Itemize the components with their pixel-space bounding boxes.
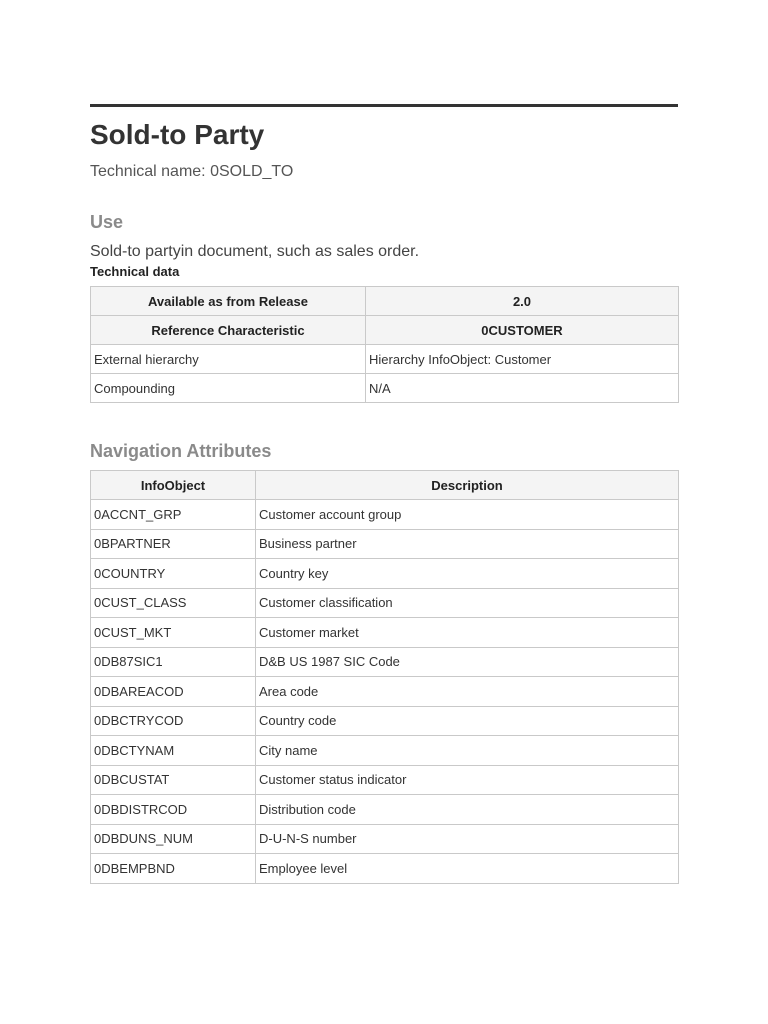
technical-name-value: 0SOLD_TO — [210, 163, 294, 180]
table-row — [91, 795, 679, 825]
technical-data-table — [90, 286, 679, 403]
description-cell: Customer status indicator — [256, 765, 679, 795]
infoobject-cell: 0COUNTRY — [91, 559, 256, 589]
table-row — [91, 345, 679, 374]
infoobject-cell: 0DBCUSTAT — [91, 765, 256, 795]
infoobject-cell: 0ACCNT_GRP — [91, 500, 256, 530]
description-cell: Customer account group — [256, 500, 679, 530]
technical-data-key: Compounding — [91, 374, 366, 403]
technical-data-key: External hierarchy — [91, 345, 366, 374]
description-cell: Business partner — [256, 529, 679, 559]
table-row — [91, 287, 679, 316]
infoobject-cell: 0DBCTRYCOD — [91, 706, 256, 736]
table-row — [91, 765, 679, 795]
infoobject-cell: 0DBDISTRCOD — [91, 795, 256, 825]
infoobject-cell: 0DB87SIC1 — [91, 647, 256, 677]
technical-data-key: Available as from Release — [91, 287, 366, 316]
table-row — [91, 824, 679, 854]
technical-data-value: 2.0 — [366, 287, 679, 316]
navigation-attributes-table — [90, 470, 679, 884]
table-row — [91, 500, 679, 530]
infoobject-cell: 0BPARTNER — [91, 529, 256, 559]
infoobject-cell: 0DBEMPBND — [91, 854, 256, 884]
table-row — [91, 588, 679, 618]
description-cell: City name — [256, 736, 679, 766]
description-cell: Customer classification — [256, 588, 679, 618]
technical-data-value: N/A — [366, 374, 679, 403]
technical-data-value: 0CUSTOMER — [366, 316, 679, 345]
description-cell: Country key — [256, 559, 679, 589]
technical-data-key: Reference Characteristic — [91, 316, 366, 345]
technical-name-line — [90, 162, 678, 182]
description-cell: Country code — [256, 706, 679, 736]
infoobject-cell: 0DBDUNS_NUM — [91, 824, 256, 854]
description-cell: Employee level — [256, 854, 679, 884]
description-cell: Customer market — [256, 618, 679, 648]
description-cell: D-U-N-S number — [256, 824, 679, 854]
description-cell: Area code — [256, 677, 679, 707]
column-header-infoobject: InfoObject — [91, 471, 256, 500]
table-row — [91, 706, 679, 736]
description-cell: D&B US 1987 SIC Code — [256, 647, 679, 677]
infoobject-cell: 0CUST_CLASS — [91, 588, 256, 618]
document-page — [90, 104, 678, 884]
table-row — [91, 316, 679, 345]
table-row — [91, 736, 679, 766]
infoobject-cell: 0DBAREACOD — [91, 677, 256, 707]
table-row — [91, 559, 679, 589]
table-row — [91, 374, 679, 403]
page-title: Sold-to Party — [90, 119, 265, 150]
top-divider — [90, 104, 678, 107]
infoobject-cell: 0CUST_MKT — [91, 618, 256, 648]
table-row — [91, 677, 679, 707]
table-row — [91, 618, 679, 648]
table-row — [91, 647, 679, 677]
technical-data-value: Hierarchy InfoObject: Customer — [366, 345, 679, 374]
table-row — [91, 529, 679, 559]
navigation-attributes-heading: Navigation Attributes — [90, 441, 272, 461]
column-header-description: Description — [256, 471, 679, 500]
technical-name-label: Technical name: — [90, 163, 211, 180]
table-header-row — [91, 471, 679, 500]
use-heading: Use — [90, 212, 124, 232]
table-row — [91, 854, 679, 884]
infoobject-cell: 0DBCTYNAM — [91, 736, 256, 766]
use-description: Sold-to partyin document, such as sales order. — [90, 243, 420, 260]
description-cell: Distribution code — [256, 795, 679, 825]
technical-data-heading: Technical data — [90, 264, 180, 279]
